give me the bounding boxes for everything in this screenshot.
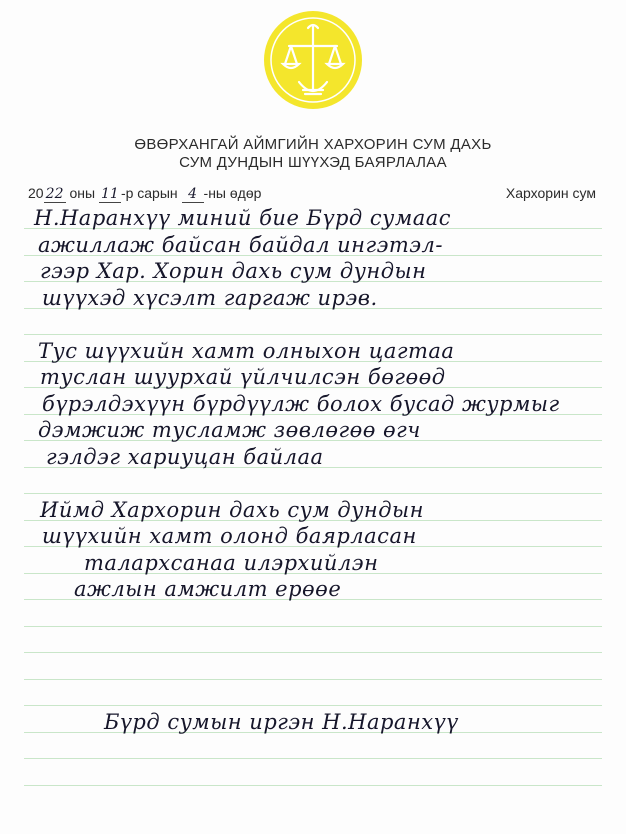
handwritten-line: ажлын амжилт ерөөе bbox=[74, 577, 342, 601]
ruling-line bbox=[24, 679, 602, 680]
handwritten-line: Н.Наранхүү миний бие Бүрд сумаас bbox=[34, 206, 452, 230]
date-line bbox=[28, 185, 261, 203]
scales-of-justice-emblem-icon bbox=[263, 10, 363, 110]
month-suffix: -р сарын bbox=[120, 185, 182, 201]
day-suffix: -ны өдөр bbox=[203, 185, 262, 201]
handwritten-line: гээр Хар. Хорин дахь сум дундын bbox=[40, 259, 427, 283]
ruling-line bbox=[24, 493, 602, 494]
handwritten-line: шүүхийн хамт олонд баярласан bbox=[42, 524, 417, 548]
ruling-line bbox=[24, 626, 602, 627]
place-name: Хархорин сум bbox=[505, 185, 596, 201]
handwritten-line: гэлдэг хариуцан байлаа bbox=[46, 444, 324, 469]
handwritten-line: шүүхэд хүсэлт гаргаж ирэв. bbox=[42, 285, 378, 310]
header-title-line1: ӨВӨРХАНГАЙ АЙМГИЙН ХАРХОРИН СУМ ДАХЬ bbox=[134, 136, 492, 153]
header-title-line2: СУМ ДУНДЫН ШҮҮХЭД БАЯРЛАЛАА bbox=[179, 154, 447, 171]
ruling-line bbox=[24, 758, 602, 759]
handwritten-line: Бүрд сумын иргэн Н.Наранхүү bbox=[104, 709, 459, 734]
year-field: 22 bbox=[44, 186, 66, 203]
ruling-line bbox=[24, 334, 602, 335]
year-suffix: оны bbox=[65, 185, 99, 201]
day-field: 4 bbox=[182, 186, 204, 203]
year-prefix: 20 bbox=[28, 185, 44, 201]
ruling-line bbox=[24, 785, 602, 786]
ruling-line bbox=[24, 652, 602, 653]
handwritten-line: бүрэлдэхүүн бүрдүүлж болох бусад журмыг bbox=[42, 391, 560, 416]
handwritten-line: Тус шүүхийн хамт олныхон цагтаа bbox=[38, 338, 455, 363]
handwritten-line: туслан шуурхай үйлчилсэн бөгөөд bbox=[40, 365, 446, 389]
handwritten-line: дэмжиж тусламж зөвлөгөө өгч bbox=[38, 418, 421, 442]
handwritten-line: ажиллаж байсан байдал ингэтэл- bbox=[38, 232, 443, 257]
ruling-line bbox=[24, 705, 602, 706]
handwritten-line: Иймд Хархорин дахь сум дундын bbox=[40, 497, 424, 522]
month-field: 11 bbox=[99, 186, 121, 203]
handwritten-line: талархсанаа илэрхийлэн bbox=[84, 550, 379, 575]
